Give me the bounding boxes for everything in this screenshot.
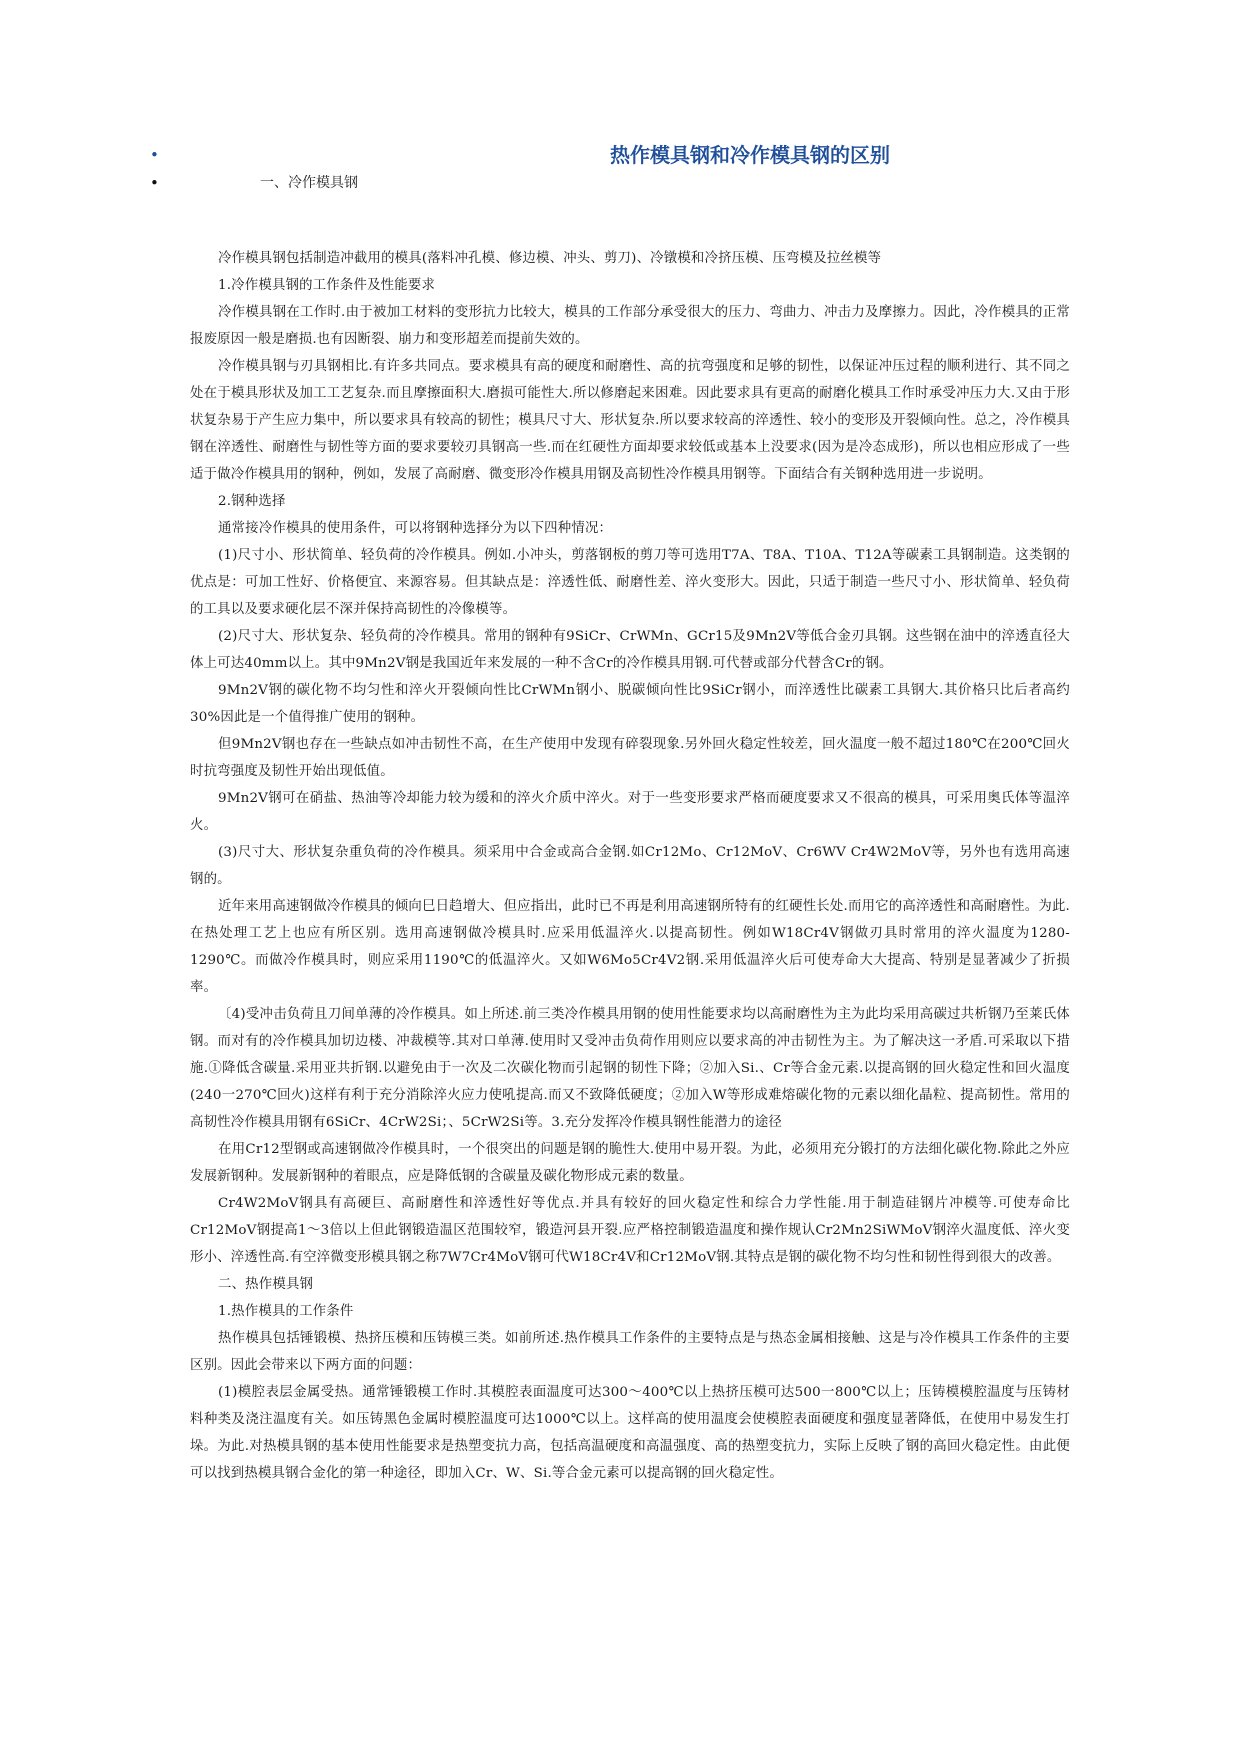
paragraph-19: (1)模腔表层金属受热。通常锤锻模工作时.其模腔表面温度可达300～400℃以上热挤压模可达500一800℃以上；压铸模模腔温度与压铸材料种类及浇注温度有关。如压铸黑色金属时模腔温度可达1000℃以上。这样高的使用温度会使模腔表面硬度和强度显著降低，在使用中易发生打垛。为此.对热模具钢的基本使用性能要求是热塑变抗力高，包括高温硬度和高温强度、高的热塑变抗力，实际上反映了钢的高回火稳定性。由此便可以找到热模具钢合金化的第一种途径，即加入Cr、W、Si.等合金元素可以提高钢的回火稳定性。 <box>190 1385 1070 1481</box>
paragraph-0: 冷作模具钢包括制造冲截用的模具(落料冲孔模、修边模、冲头、剪刀)、冷镦模和冷挤压模、压弯模及拉丝模等 <box>218 251 882 266</box>
paragraph-12: 近年来用高速钢做冷作模具的倾向巳日趋增大、但应指出，此时已不再是利用高速钢所特有的红硬性长处.而用它的高淬透性和高耐磨性。为此.在热处理工艺上也应有所区别。选用高速钢做冷模具时.应采用低温淬火.以提高韧性。例如W18Cr4V钢做刃具时常用的淬火温度为1280-1290℃。而做冷作模具时，则应采用1190℃的低温淬火。又如W6Mo5Cr4V2钢.采用低温淬火后可使寿命大大提高、特别是显著减少了折损率。 <box>190 899 1070 995</box>
paragraph-4: 2.钢种选择 <box>218 494 286 509</box>
paragraph-11: (3)尺寸大、形状复杂重负荷的冷作模具。须采用中合金或高合金钢.如Cr12Mo、Cr12MoV、Cr6WV Cr4W2MoV等，另外也有选用高速钢的。 <box>190 845 1070 887</box>
paragraph-3: 冷作模具钢与刃具钢相比.有许多共同点。要求模具有高的硬度和耐磨性、高的抗弯强度和足够的韧性，以保证冲压过程的顺利进行、其不同之处在于模具形状及加工工艺复杂.而且摩擦面积大.磨损可能性大.所以修磨起来困难。因此要求具有更高的耐磨化模具工作时承受冲压力大.又由于形状复杂易于产生应力集中，所以要求具有较高的韧性；模具尺寸大、形状复杂.所以要求较高的淬透性、较小的变形及开裂倾向性。总之，冷作模具钢在淬透性、耐磨性与韧性等方面的要求要较刃具钢高一些.而在红硬性方面却要求较低或基本上没要求(因为是冷态成形)，所以也相应形成了一些适于做冷作模具用的钢种，例如，发展了高耐磨、微变形冷作模具用钢及高韧性冷作模具用钢等。下面结合有关钢种选用进一步说明。 <box>190 359 1070 482</box>
paragraph-7: (2)尺寸大、形状复杂、轻负荷的冷作模具。常用的钢种有9SiCr、CrWMn、GCr15及9Mn2V等低合金刃具钢。这些钢在油中的淬透直径大体上可达40mm以上。其中9Mn2V钢是我国近年来发展的一种不含Cr的冷作模具用钢.可代替或部分代替含Cr的钢。 <box>190 629 1070 671</box>
paragraph-9: 但9Mn2V钢也存在一些缺点如冲击韧性不高，在生产使用中发现有碎裂现象.另外回火稳定性较差，回火温度一般不超过180℃在200℃回火时抗弯强度及韧性开始出现低值。 <box>190 737 1070 779</box>
section-one-heading: 一、冷作模具钢 <box>260 175 358 191</box>
paragraph-1: 1.冷作模具钢的工作条件及性能要求 <box>218 278 436 293</box>
paragraph-17: 1.热作模具的工作条件 <box>218 1304 354 1319</box>
paragraph-6: (1)尺寸小、形状简单、轻负荷的冷作模具。例如.小冲头，剪落钢板的剪刀等可选用T7A、T8A、T10A、T12A等碳素工具钢制造。这类钢的优点是：可加工性好、价格便宜、来源容易。但其缺点是：淬透性低、耐磨性差、淬火变形大。因此，只适于制造一些尺寸小、形状简单、轻负荷的工具以及要求硬化层不深并保持高韧性的冷像模等。 <box>190 548 1070 617</box>
paragraph-2: 冷作模具钢在工作时.由于被加工材料的变形抗力比较大，模具的工作部分承受很大的压力、弯曲力、冲击力及摩擦力。因此，冷作模具的正常报废原因一般是磨损.也有因断裂、崩力和变形超差而提前失效的。 <box>190 305 1070 347</box>
paragraph-16: 二、热作模具钢 <box>218 1277 314 1292</box>
paragraph-14: 在用Cr12型钢或高速钢做冷作模具时，一个很突出的问题是钢的脆性大.使用中易开裂。为此，必须用充分锻打的方法细化碳化物.除此之外应发展新钢种。发展新钢种的着眼点，应是降低钢的含碳量及碳化物形成元素的数量。 <box>190 1142 1070 1184</box>
paragraph-18: 热作模具包括锤锻模、热挤压模和压铸模三类。如前所述.热作模具工作条件的主要特点是与热态金属相接触、这是与冷作模具工作条件的主要区别。因此会带来以下两方面的问题： <box>190 1331 1070 1373</box>
title-bullet: • <box>150 146 159 164</box>
paragraph-15: Cr4W2MoV钢具有高硬巨、高耐磨性和淬透性好等优点.并具有较好的回火稳定性和综合力学性能.用于制造硅钢片冲模等.可使寿命比Cr12MoV钢提高1～3倍以上但此钢锻造温区范围较窄，锻造河县开裂.应严格控制锻造温度和操作规认Cr2Mn2SiWMoV钢淬火温度低、淬火变形小、淬透性高.有空淬微变形模具钢之称7W7Cr4MoV钢可代W18Cr4V和Cr12MoV钢.其特点是钢的碳化物不均匀性和韧性得到很大的改善。 <box>190 1196 1070 1265</box>
paragraph-13: 〔4)受冲击负荷且刀间单薄的冷作模具。如上所述.前三类冷作模具用钢的使用性能要求均以高耐磨性为主为此均采用高碳过共析钢乃至莱氏体钢。而对有的冷作模具加切边楼、冲裁模等.其对口单薄.使用时又受冲击负荷作用则应以要求高的冲击韧性为主。为了解决这一矛盾.可采取以下措施.①降低含碳量.采用亚共折钢.以避免由于一次及二次碳化物而引起钢的韧性下降；②加入Si.、Cr等合金元素.以提高钢的回火稳定性和回火温度(240一270℃回火)这样有利于充分消除淬火应力使吼提高.而又不致降低硬度；②加入W等形成难熔碳化物的元素以细化晶粒、提高韧性。常用的高韧性冷作模具用钢有6SiCr、4CrW2Si；、5CrW2Si等。3.充分发挥冷作模具钢性能潜力的途径 <box>190 1007 1070 1130</box>
paragraph-8: 9Mn2V钢的碳化物不均匀性和淬火开裂倾向性比CrWMn钢小、脱碳倾向性比9SiCr钢小，而淬透性比碳素工具钢大.其价格只比后者高约30%因此是一个值得推广使用的钢种。 <box>190 683 1070 725</box>
section-one-bullet: • <box>150 174 159 192</box>
paragraph-5: 通常接冷作模具的使用条件，可以将钢种选择分为以下四种情况： <box>218 521 613 536</box>
document-title: 热作模具钢和冷作模具钢的区别 <box>610 143 890 167</box>
document-body <box>190 245 1070 1487</box>
title-row <box>150 140 1070 170</box>
paragraph-10: 9Mn2V钢可在硝盐、热油等冷却能力较为缓和的淬火介质中淬火。对于一些变形要求严格而硬度要求又不很高的模具，可采用奥氏体等温淬火。 <box>190 791 1070 833</box>
section-one-row <box>150 168 1070 198</box>
